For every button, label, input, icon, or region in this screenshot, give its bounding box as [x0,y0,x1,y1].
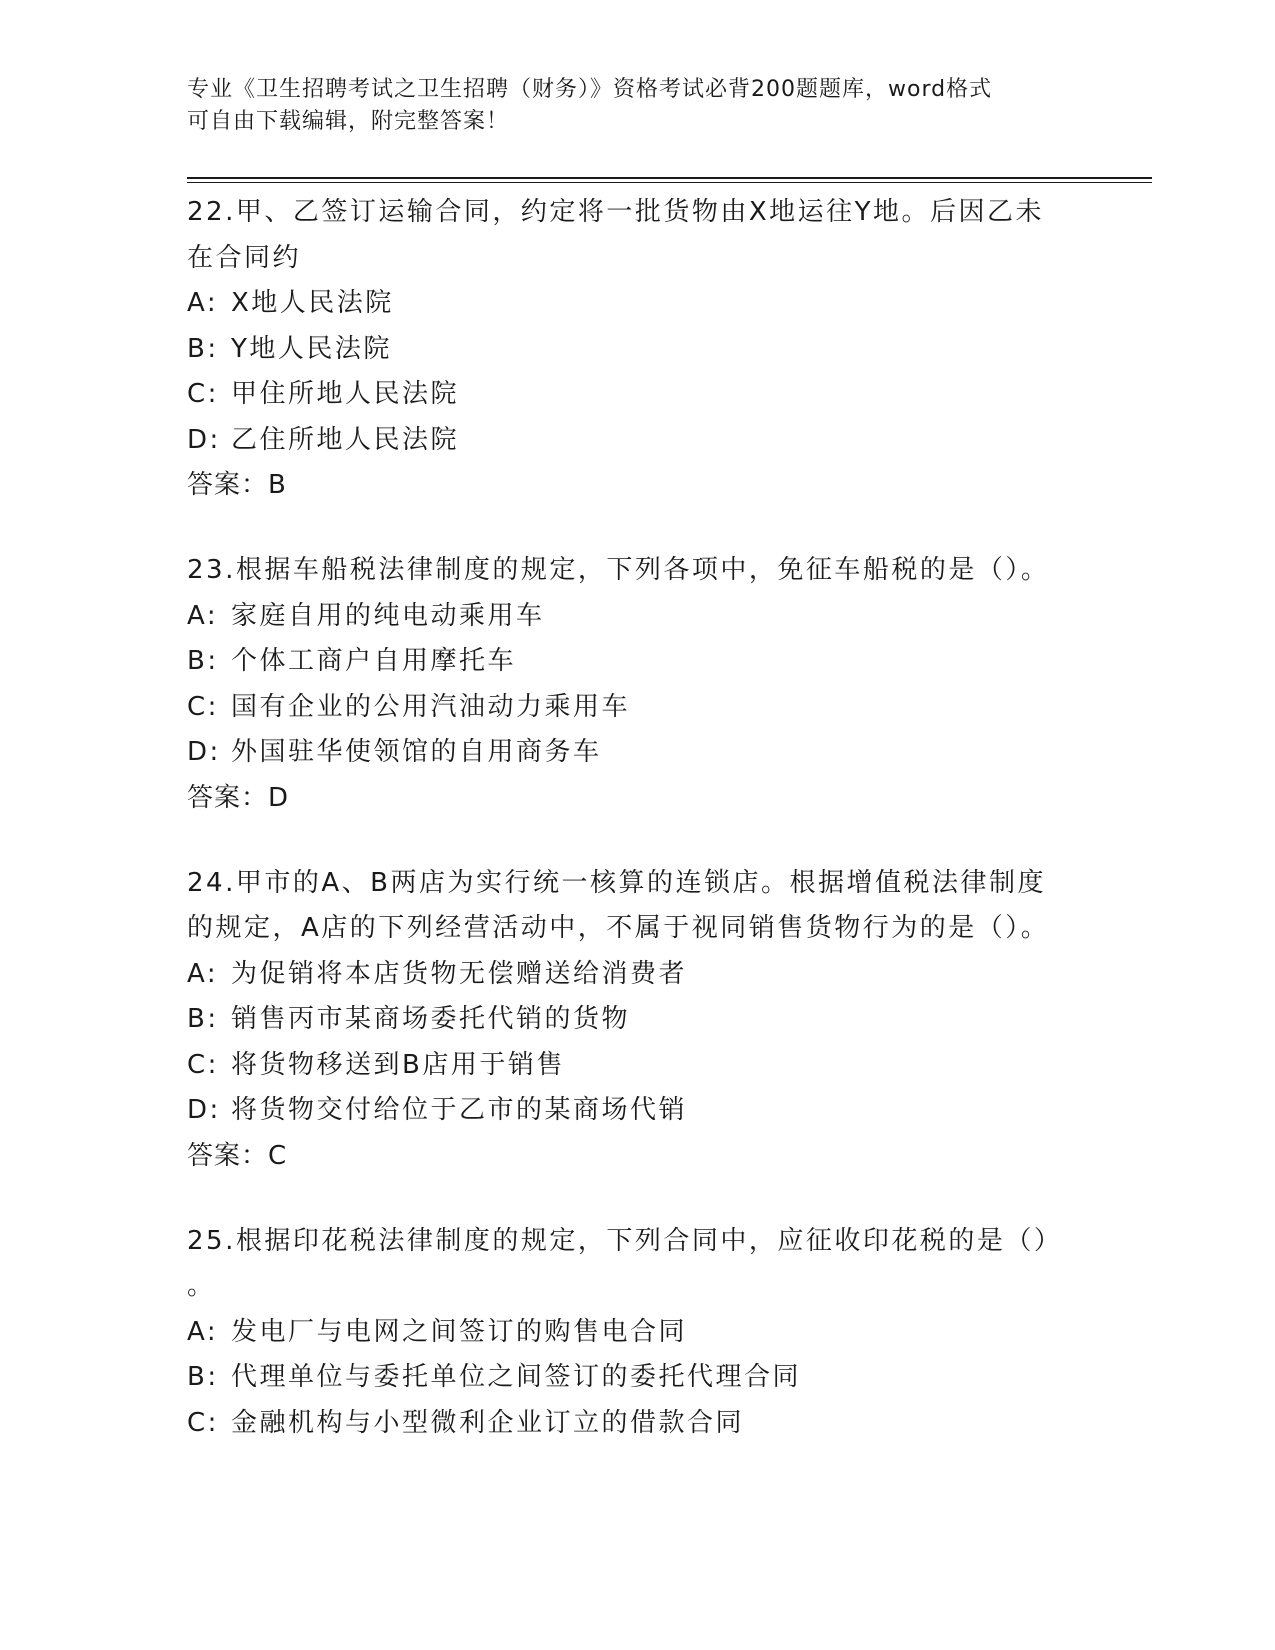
question-23 [187,548,1087,821]
option-text: 个体工商户自用摩托车 [231,646,517,676]
stem-line: 24.甲市的A、B两店为实行统一核算的连锁店。根据增值税法律制度 [187,867,1046,898]
option-label: C: [187,1407,219,1438]
question-22 [187,190,1087,508]
header-line-2: 可自由下载编辑，附完整答案！ [187,109,510,134]
option-label: A: [187,958,219,989]
option-text: 将货物交付给位于乙市的某商场代销 [231,1095,688,1125]
answer-line: 答案：C [187,1140,288,1171]
question-list [187,190,1087,1486]
question-25 [187,1219,1087,1447]
stem-line: 22.甲、乙签订运输合同，约定将一批货物由X地运往Y地。后因乙未 [187,197,1045,227]
stem-line: 。 [187,1271,216,1301]
option-text: 外国驻华使领馆的自用商务车 [231,737,602,767]
option-c [187,1401,1087,1447]
option-a [187,281,1087,327]
document-header [187,74,1087,138]
option-d [187,1088,1087,1134]
option-text: X地人民法院 [231,288,394,318]
stem-line: 的规定，A店的下列经营活动中，不属于视同销售货物行为的是（）。 [187,913,1050,943]
question-stem [187,548,1087,594]
option-label: C: [187,379,219,409]
option-label: B: [187,646,219,676]
option-b [187,997,1087,1043]
option-label: A: [187,600,219,631]
option-text: 销售丙市某商场委托代销的货物 [231,1004,631,1034]
option-b [187,327,1087,373]
option-b [187,1355,1087,1401]
option-c [187,685,1087,731]
option-label: A: [187,288,219,318]
stem-line: 23.根据车船税法律制度的规定，下列各项中，免征车船税的是（）。 [187,555,1050,585]
answer-line: 答案：B [187,470,287,500]
header-divider-thin [187,182,1152,183]
option-label: A: [187,1316,219,1347]
option-text: 乙住所地人民法院 [231,424,460,455]
option-d [187,730,1087,776]
option-label: B: [187,1362,219,1392]
option-a [187,1310,1087,1356]
option-c [187,1043,1087,1089]
stem-line: 25.根据印花税法律制度的规定，下列合同中，应征收印花税的是（） [187,1225,1063,1256]
option-text: 发电厂与电网之间签订的购售电合同 [231,1316,688,1347]
option-b [187,639,1087,685]
option-text: 国有企业的公用汽油动力乘用车 [231,691,631,722]
option-a [187,952,1087,998]
option-text: 甲住所地人民法院 [231,379,460,409]
option-label: B: [187,333,219,364]
option-d [187,418,1087,464]
option-label: D: [187,737,221,767]
option-text: Y地人民法院 [231,333,392,364]
stem-line: 在合同约 [187,242,302,273]
option-label: D: [187,1095,221,1125]
answer-line: 答案：D [187,782,290,813]
question-stem [187,1219,1087,1310]
option-text: 家庭自用的纯电动乘用车 [231,600,545,631]
question-stem [187,861,1087,952]
question-stem [187,190,1087,281]
option-text: 将货物移送到B店用于销售 [231,1049,565,1080]
header-line-1: 专业《卫生招聘考试之卫生招聘（财务）》资格考试必背200题题库，word格式 [187,77,993,102]
option-a [187,594,1087,640]
option-label: B: [187,1004,219,1034]
option-label: C: [187,691,219,722]
option-c [187,372,1087,418]
option-text: 金融机构与小型微利企业订立的借款合同 [231,1407,745,1438]
question-24 [187,861,1087,1179]
option-label: C: [187,1049,219,1080]
option-label: D: [187,424,221,455]
option-text: 为促销将本店货物无偿赠送给消费者 [231,958,688,989]
header-divider-thick [187,177,1152,179]
option-text: 代理单位与委托单位之间签订的委托代理合同 [231,1362,802,1392]
